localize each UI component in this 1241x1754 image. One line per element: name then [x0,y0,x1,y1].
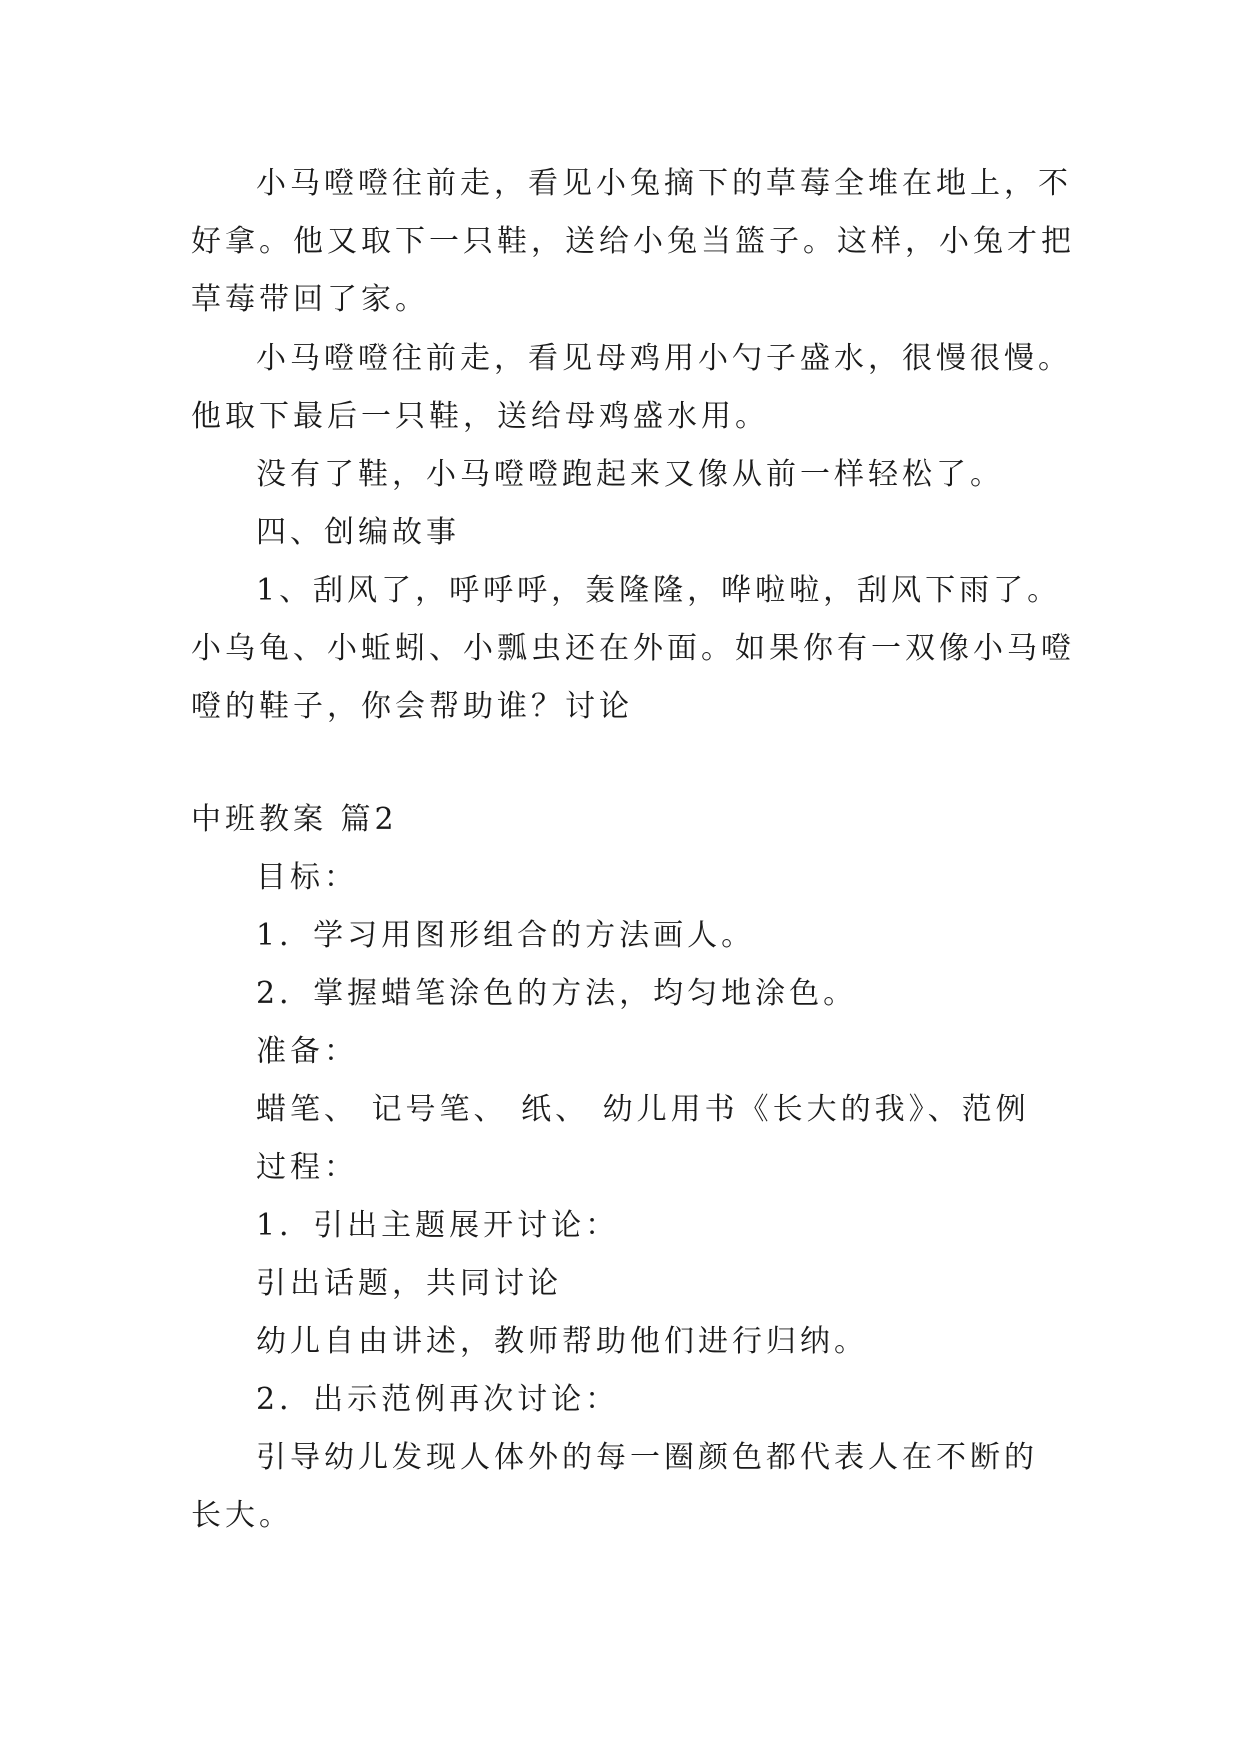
section-heading: 四、创编故事 [256,515,460,550]
paragraph-line: 幼儿自由讲述，教师帮助他们进行归纳。 [256,1324,868,1359]
paragraph-line: 1、刮风了，呼呼呼，轰隆隆，哗啦啦，刮风下雨了。 [256,573,1062,608]
paragraph-line: 没有了鞋，小马噔噔跑起来又像从前一样轻松了。 [256,457,1004,492]
paragraph-line: 准备： [256,1034,358,1069]
paragraph-line: 2．出示范例再次讨论： [256,1382,620,1417]
section-title: 中班教案 篇2 [191,802,398,837]
paragraph-line: 1．学习用图形组合的方法画人。 [256,918,756,953]
paragraph-line: 长大。 [191,1498,293,1533]
paragraph-line: 草莓带回了家。 [191,282,429,317]
paragraph-line: 1．引出主题展开讨论： [256,1208,620,1243]
paragraph-line: 噔的鞋子，你会帮助谁？讨论 [191,689,633,724]
paragraph-line: 目标： [256,860,358,895]
paragraph-line: 小乌龟、小蚯蚓、小瓢虫还在外面。如果你有一双像小马噔 [191,631,1075,666]
paragraph-line: 2．掌握蜡笔涂色的方法，均匀地涂色。 [256,976,858,1011]
paragraph-line: 蜡笔、 记号笔、 纸、 幼儿用书《长大的我》、范例 [256,1092,1030,1127]
paragraph-line: 好拿。他又取下一只鞋，送给小兔当篮子。这样，小兔才把 [191,224,1075,259]
paragraph-line: 小马噔噔往前走，看见母鸡用小勺子盛水，很慢很慢。 [256,341,1072,376]
paragraph-line: 过程： [256,1150,358,1185]
paragraph-line: 他取下最后一只鞋，送给母鸡盛水用。 [191,399,769,434]
paragraph-line: 引出话题，共同讨论 [256,1266,562,1301]
paragraph-line: 引导幼儿发现人体外的每一圈颜色都代表人在不断的 [256,1440,1038,1475]
paragraph-line: 小马噔噔往前走，看见小兔摘下的草莓全堆在地上，不 [256,166,1072,201]
